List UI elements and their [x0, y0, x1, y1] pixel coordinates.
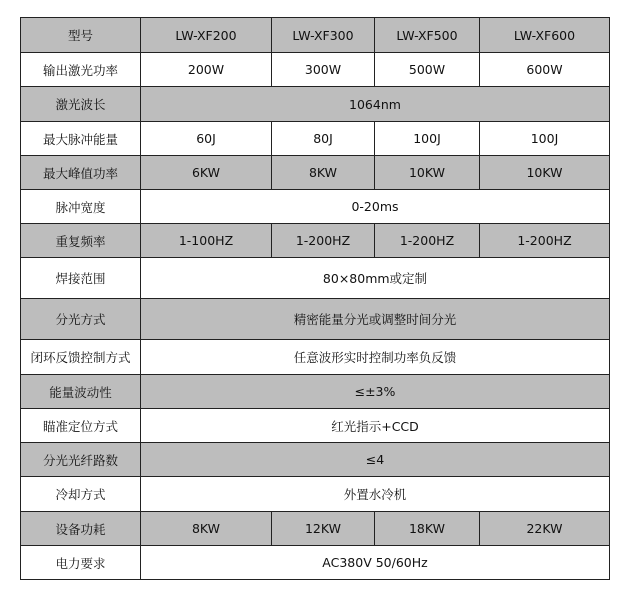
table-row [21, 190, 610, 224]
table-row [21, 340, 610, 375]
value-cell: 18KW [375, 512, 480, 546]
table-row [21, 375, 610, 409]
row-label: 最大峰值功率 [21, 156, 141, 190]
value-cell: 外置水冷机 [141, 477, 610, 512]
value-cell: 8KW [141, 512, 272, 546]
value-cell: 1-100HZ [141, 224, 272, 258]
value-cell: 红光指示+CCD [141, 409, 610, 443]
value-cell: 1-200HZ [375, 224, 480, 258]
value-cell: 1-200HZ [272, 224, 375, 258]
value-cell: 0-20ms [141, 190, 610, 224]
table-row [21, 224, 610, 258]
value-cell: 500W [375, 53, 480, 87]
value-cell: 100J [375, 122, 480, 156]
row-label: 瞄准定位方式 [21, 409, 141, 443]
value-cell: LW-XF200 [141, 18, 272, 53]
table-row [21, 546, 610, 580]
value-cell: 100J [480, 122, 610, 156]
row-label: 能量波动性 [21, 375, 141, 409]
row-label: 冷却方式 [21, 477, 141, 512]
value-cell: LW-XF600 [480, 18, 610, 53]
row-label: 电力要求 [21, 546, 141, 580]
row-label: 输出激光功率 [21, 53, 141, 87]
row-label: 脉冲宽度 [21, 190, 141, 224]
value-cell: 60J [141, 122, 272, 156]
row-label: 焊接范围 [21, 258, 141, 299]
table-row [21, 409, 610, 443]
row-label: 激光波长 [21, 87, 141, 122]
table-row [21, 443, 610, 477]
value-cell: 任意波形实时控制功率负反馈 [141, 340, 610, 375]
value-cell: ≤±3% [141, 375, 610, 409]
table-row [21, 18, 610, 53]
value-cell: 8KW [272, 156, 375, 190]
row-label: 分光方式 [21, 299, 141, 340]
row-label: 分光光纤路数 [21, 443, 141, 477]
value-cell: LW-XF300 [272, 18, 375, 53]
row-label: 重复频率 [21, 224, 141, 258]
table-row [21, 299, 610, 340]
row-label: 设备功耗 [21, 512, 141, 546]
value-cell: 6KW [141, 156, 272, 190]
table-row [21, 477, 610, 512]
value-cell: LW-XF500 [375, 18, 480, 53]
value-cell: 300W [272, 53, 375, 87]
table-row [21, 258, 610, 299]
row-label: 闭环反馈控制方式 [21, 340, 141, 375]
table-row [21, 87, 610, 122]
table-row [21, 156, 610, 190]
value-cell: 1064nm [141, 87, 610, 122]
value-cell: 1-200HZ [480, 224, 610, 258]
value-cell: 12KW [272, 512, 375, 546]
value-cell: 80×80mm或定制 [141, 258, 610, 299]
value-cell: 10KW [480, 156, 610, 190]
value-cell: 精密能量分光或调整时间分光 [141, 299, 610, 340]
table-row [21, 53, 610, 87]
row-label: 型号 [21, 18, 141, 53]
value-cell: 200W [141, 53, 272, 87]
table-row [21, 512, 610, 546]
value-cell: 80J [272, 122, 375, 156]
row-label: 最大脉冲能量 [21, 122, 141, 156]
value-cell: AC380V 50/60Hz [141, 546, 610, 580]
value-cell: ≤4 [141, 443, 610, 477]
value-cell: 10KW [375, 156, 480, 190]
spec-table [20, 17, 610, 580]
value-cell: 600W [480, 53, 610, 87]
value-cell: 22KW [480, 512, 610, 546]
table-row [21, 122, 610, 156]
